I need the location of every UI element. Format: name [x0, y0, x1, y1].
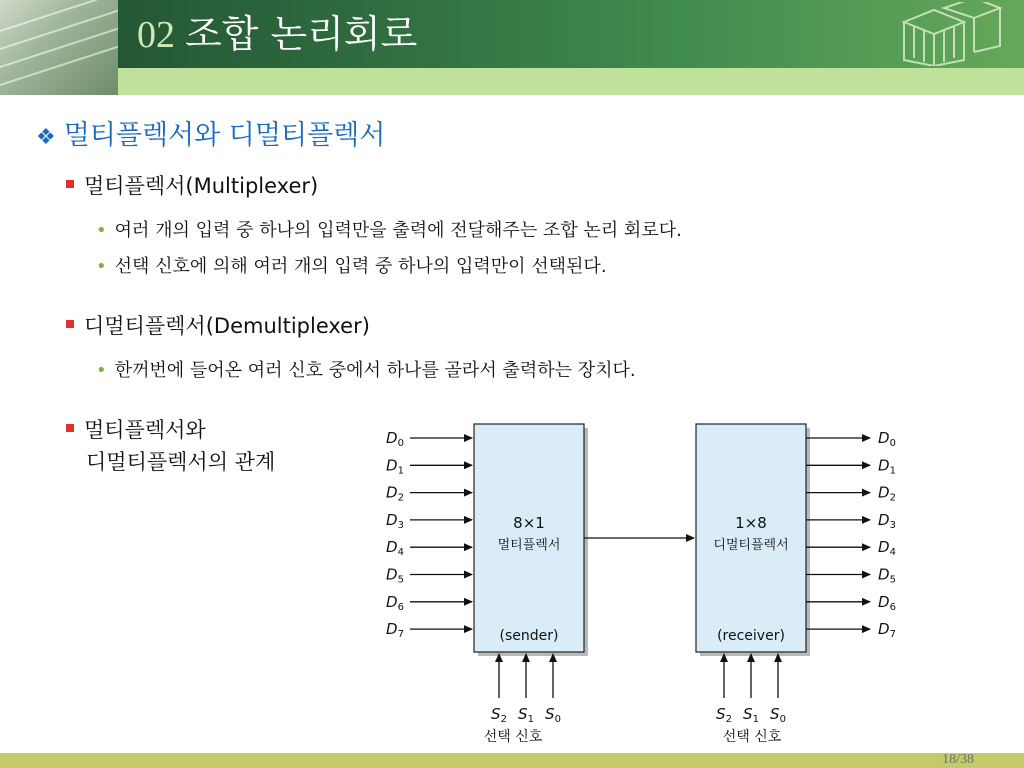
- mux-size: 8×1: [513, 514, 545, 532]
- section-relationship: [66, 414, 206, 444]
- output-label: $D_5$: [878, 565, 896, 586]
- dot-bullet-icon: •: [96, 220, 107, 241]
- cube-logo-icon: [884, 2, 1004, 66]
- dot-bullet-icon: •: [96, 256, 107, 277]
- section-title: 조합 논리회로: [185, 12, 418, 56]
- section-relationship-line2: [86, 446, 275, 476]
- bullet-item: [96, 252, 607, 278]
- select-signal-label: $S_2$: [491, 705, 507, 725]
- square-bullet-icon: [66, 320, 74, 328]
- input-label: $D_1$: [386, 456, 404, 477]
- output-label: $D_2$: [878, 483, 896, 504]
- input-label: $D_7$: [386, 620, 404, 641]
- mux-demux-diagram: [378, 418, 918, 753]
- page-number: 18/38: [942, 752, 974, 767]
- subtitle-bar: [118, 68, 1024, 95]
- footer-bar: [0, 753, 1024, 768]
- input-label: $D_6$: [386, 592, 404, 613]
- select-label-left: 선택 신호: [483, 729, 543, 745]
- bullet-text: 선택 신호에 의해 여러 개의 입력 중 하나의 입력만이 선택된다.: [114, 256, 607, 277]
- bullet-item: [96, 216, 682, 242]
- input-label: $D_3$: [386, 510, 404, 531]
- select-signal-label: $S_0$: [770, 705, 786, 725]
- select-signal-label: $S_1$: [743, 705, 759, 725]
- output-label: $D_1$: [878, 456, 896, 477]
- section-title-text: 디멀티플렉서(Demultiplexer): [84, 314, 370, 338]
- diamond-bullet-icon: ❖: [36, 125, 56, 150]
- select-label-right: 선택 신호: [722, 729, 782, 745]
- bullet-text: 한꺼번에 들어온 여러 신호 중에서 하나를 골라서 출력하는 장치다.: [114, 360, 636, 381]
- bullet-text: 여러 개의 입력 중 하나의 입력만을 출력에 전달해주는 조합 논리 회로다.: [114, 220, 682, 241]
- demux-size: 1×8: [735, 514, 767, 532]
- section-number: 02: [137, 14, 175, 56]
- input-label: $D_2$: [386, 483, 404, 504]
- output-label: $D_7$: [878, 620, 896, 641]
- section-demultiplexer: [66, 310, 370, 340]
- demux-name: 디멀티플렉서: [713, 538, 789, 553]
- select-signal-label: $S_1$: [518, 705, 534, 725]
- select-signal-label: $S_2$: [716, 705, 732, 725]
- output-label: $D_0$: [878, 429, 896, 449]
- demux-role: (receiver): [717, 628, 785, 644]
- input-label: $D_4$: [386, 538, 404, 559]
- mux-name: 멀티플렉서: [497, 538, 561, 553]
- input-label: $D_5$: [386, 565, 404, 586]
- dot-bullet-icon: •: [96, 360, 107, 381]
- section-title-text: 멀티플렉서(Multiplexer): [84, 174, 319, 198]
- section-title-text: 멀티플렉서와: [84, 418, 206, 442]
- main-heading-text: 멀티플렉서와 디멀티플렉서: [63, 120, 386, 151]
- square-bullet-icon: [66, 424, 74, 432]
- header-photo: [0, 0, 118, 95]
- section-multiplexer: [66, 170, 318, 200]
- output-label: $D_6$: [878, 592, 896, 613]
- section-title-text: 디멀티플렉서의 관계: [86, 450, 276, 474]
- main-heading: [36, 113, 385, 152]
- square-bullet-icon: [66, 180, 74, 188]
- bullet-item: [96, 356, 636, 382]
- input-label: $D_0$: [386, 429, 404, 449]
- select-signal-label: $S_0$: [545, 705, 561, 725]
- output-label: $D_4$: [878, 538, 896, 559]
- mux-role: (sender): [499, 628, 559, 644]
- slide-title: [137, 8, 417, 60]
- output-label: $D_3$: [878, 510, 896, 531]
